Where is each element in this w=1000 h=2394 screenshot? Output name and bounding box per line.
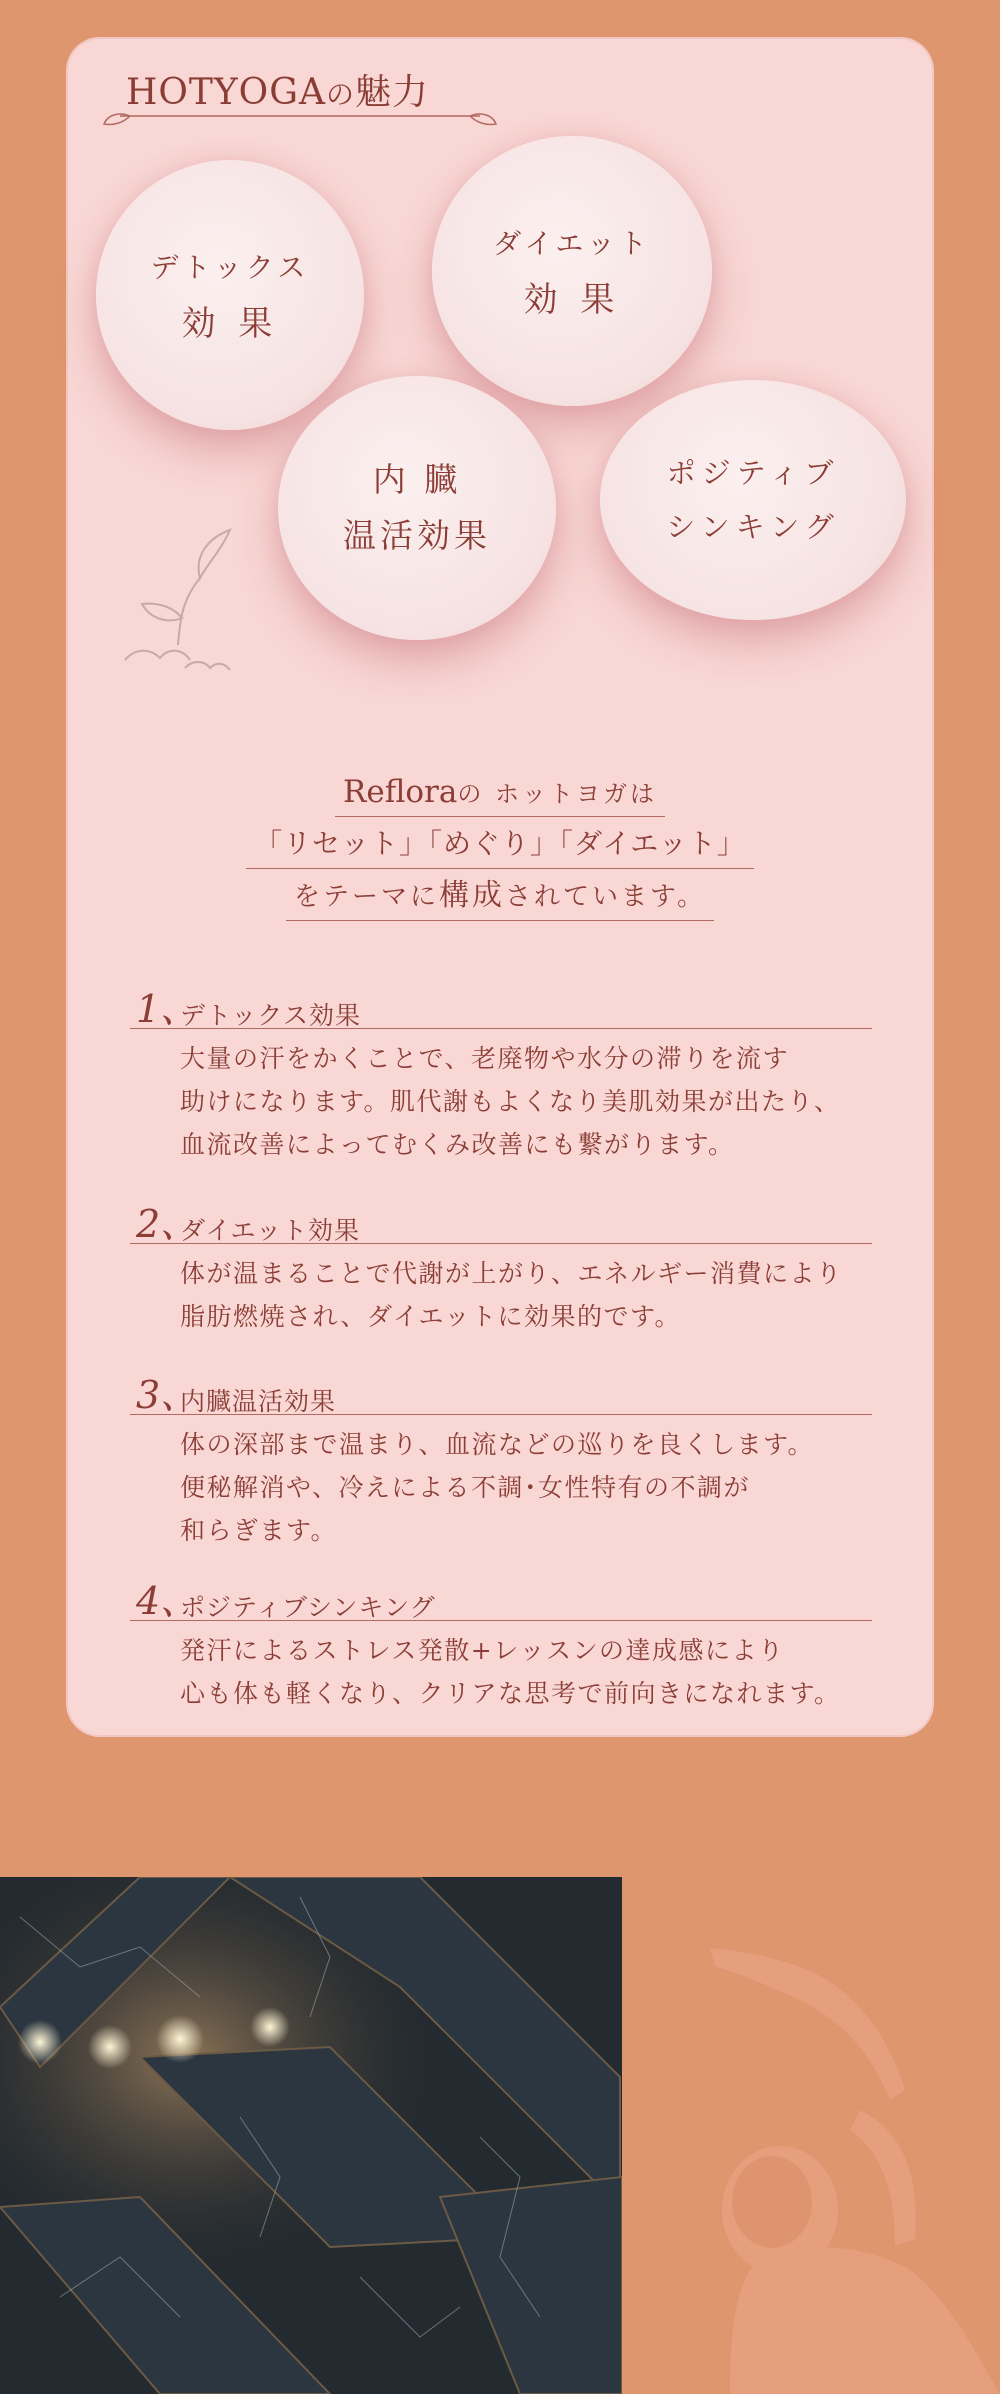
item-number: 1、 (136, 987, 199, 1031)
yoga-woman-silhouette (660, 1940, 1000, 2394)
item-body: 発汗によるストレス発散+レッスンの達成感により 心も体も軽くなり、クリアな思考で前向きになれます。 (180, 1636, 841, 1708)
title-flourish-icon (100, 104, 500, 134)
item-body: 体の深部まで温まり、血流などの巡りを良くします。 便秘解消や、冷えによる不調･女性特有の不調が 和らぎます。 (180, 1430, 815, 1545)
intro-line-3: をテーマに構成されています。 (0, 870, 1000, 921)
item-number: 3、 (136, 1373, 199, 1417)
intro-line-1: Refloraの ホットヨガは (0, 774, 1000, 817)
item-title: デトックス効果 (180, 1001, 362, 1030)
bubble-organ-warming: 内 臓 温活効果 (278, 376, 556, 640)
item-title: ダイエット効果 (180, 1216, 361, 1245)
bubble-detox: デトックス 効 果 (96, 160, 364, 430)
benefit-item-3 (130, 1374, 872, 1552)
sprout-icon (120, 520, 240, 680)
item-title: 内臓温活効果 (180, 1387, 337, 1416)
item-body: 大量の汗をかくことで、老廃物や水分の滞りを流す 助けになります。肌代謝もよくなり美肌効果が出たり、 血流改善によってむくみ改善にも繋がります。 (180, 1044, 841, 1159)
benefit-item-2 (130, 1203, 872, 1338)
intro-line-2: 「リセット」「めぐり」「ダイエット」 (0, 822, 1000, 869)
benefit-item-4 (130, 1580, 872, 1715)
item-number: 2、 (136, 1202, 199, 1246)
item-number: 4、 (136, 1579, 199, 1623)
bubble-diet: ダイエット 効 果 (432, 136, 712, 406)
section-title: HOTYOGAの魅力 (126, 72, 429, 113)
item-title: ポジティブシンキング (180, 1593, 436, 1622)
bubble-positive-thinking: ポジティブ シンキング (600, 380, 906, 620)
item-body: 体が温まることで代謝が上がり、エネルギー消費により 脂肪燃焼され、ダイエットに効果的です。 (180, 1259, 843, 1331)
benefit-item-1 (130, 988, 872, 1166)
marble-floor-photo (0, 1877, 622, 2394)
